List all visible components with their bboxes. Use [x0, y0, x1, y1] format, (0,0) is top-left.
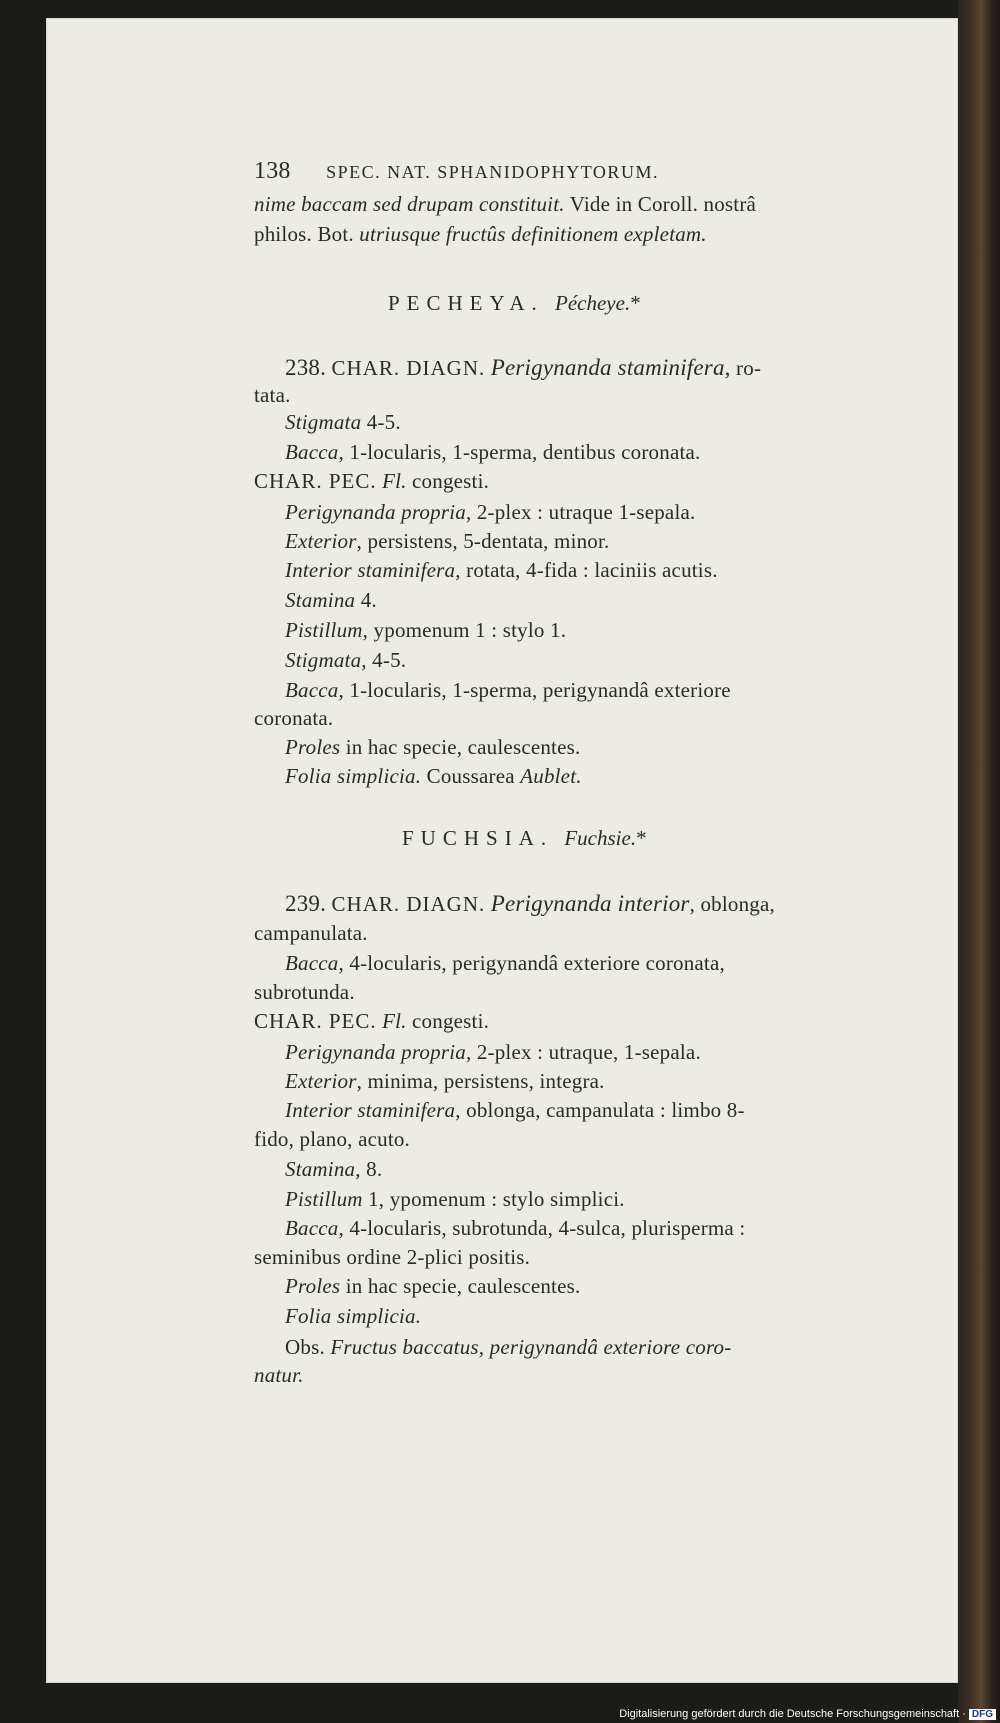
term-value: Fructus baccatus, perigynandâ exteriore coro- [324, 1335, 732, 1359]
text-line [254, 980, 355, 1005]
term-value: , 1-locularis, 1-sperma, perigynandâ exteriore [338, 678, 731, 702]
text-line [254, 706, 333, 731]
diagnosis-label: CHAR. DIAGN. [331, 892, 486, 916]
diagnosis-line [285, 891, 775, 917]
term-label: Bacca [285, 678, 339, 702]
term-value: , 4-locularis, perigynandâ exteriore coronata, [338, 951, 725, 975]
term-label: Exterior [285, 529, 357, 553]
text-line [285, 1304, 421, 1329]
term-label: Pistillum [285, 1187, 363, 1211]
term-label: Bacca [285, 440, 339, 464]
text-line [285, 588, 377, 613]
text-line [285, 1069, 605, 1094]
term-label: Fl. [382, 469, 407, 493]
term-value: , 4-5. [361, 648, 407, 672]
text-line [254, 1363, 304, 1388]
text-line [285, 529, 610, 554]
text-line [285, 1274, 580, 1299]
dfg-logo: DFG [969, 1709, 996, 1720]
intro-text-italic: utriusque fructûs definitionem expletam. [359, 222, 707, 246]
term-value: , 8. [355, 1157, 383, 1181]
text-fragment: tata. [254, 383, 291, 407]
text-line [285, 1216, 745, 1241]
term-value: 4. [355, 588, 377, 612]
genus-name: FUCHSIA. [402, 826, 554, 850]
term-label: Bacca [285, 951, 339, 975]
term-label: Folia simplicia. [285, 764, 422, 788]
term-value: , 4-locularis, subrotunda, 4-sulca, plurisperma : [338, 1216, 746, 1240]
term-value: congesti. [406, 469, 490, 493]
text-line [285, 1098, 745, 1123]
genus-heading-pecheya [388, 291, 641, 316]
text-line [285, 1335, 731, 1360]
genus-name: PECHEYA. [388, 291, 544, 315]
section-label: CHAR. PEC. [254, 469, 377, 493]
text-fragment: subrotunda. [254, 980, 355, 1004]
text-line [254, 1009, 489, 1034]
credit-text: Digitalisierung gefördert durch die Deutsche Forschungsgemeinschaft · [619, 1708, 966, 1720]
running-title: SPEC. NAT. SPHANIDOPHYTORUM. [326, 162, 659, 182]
digitization-credit [619, 1708, 996, 1720]
text-line [285, 648, 406, 673]
genus-heading-fuchsia [402, 826, 647, 851]
term-label: Perigynanda propria [285, 500, 466, 524]
book-spine [958, 0, 1000, 1723]
genus-vernacular: Fuchsie. [564, 826, 637, 850]
intro-line-2 [254, 222, 707, 247]
text-line [254, 1245, 530, 1270]
diagnosis-text: Perigynanda staminifera, [490, 355, 731, 380]
text-line [254, 1127, 410, 1152]
term-label: Interior staminifera [285, 1098, 456, 1122]
term-label: Fl. [382, 1009, 407, 1033]
intro-text: philos. Bot. [254, 222, 360, 246]
text-line [285, 410, 401, 435]
text-line [285, 558, 718, 583]
text-line [285, 1040, 701, 1065]
text-line [254, 469, 489, 494]
diagnosis-text: ro- [730, 356, 762, 380]
term-value: , 2-plex : utraque 1-sepala. [465, 500, 696, 524]
term-value: 1, ypomenum : stylo simplici. [362, 1187, 625, 1211]
text-fragment: fido, plano, acuto. [254, 1127, 411, 1151]
genus-vernacular: Pécheye. [555, 291, 631, 315]
text-line [254, 921, 368, 946]
term-label: Perigynanda propria [285, 1040, 466, 1064]
diagnosis-line [285, 355, 761, 381]
text-fragment: coronata. [254, 706, 334, 730]
term-label: Obs. [285, 1335, 325, 1359]
term-value: , minima, persistens, integra. [356, 1069, 605, 1093]
term-value: , persistens, 5-dentata, minor. [356, 529, 610, 553]
text-fragment: seminibus ordine 2-plici positis. [254, 1245, 531, 1269]
entry-number: 239. [285, 891, 327, 916]
diagnosis-label: CHAR. DIAGN. [331, 356, 486, 380]
term-value: in hac specie, caulescentes. [340, 1274, 581, 1298]
term-value: in hac specie, caulescentes. [340, 735, 581, 759]
page-number: 138 [254, 158, 291, 184]
term-label: Stamina [285, 588, 356, 612]
term-label: Folia simplicia. [285, 1304, 422, 1328]
text-fragment: campanulata. [254, 921, 368, 945]
term-label: Stigmata [285, 410, 362, 434]
term-value: Coussarea [421, 764, 521, 788]
term-value: 4-5. [361, 410, 401, 434]
asterisk-mark: * [636, 826, 647, 850]
term-value: , rotata, 4-fida : laciniis acutis. [455, 558, 718, 582]
intro-text: Vide in Coroll. nostrâ [564, 192, 757, 216]
term-label: Bacca [285, 1216, 339, 1240]
intro-text-italic: nime baccam sed drupam constituit. [254, 192, 565, 216]
term-label: Pistillum [285, 618, 363, 642]
text-line [285, 440, 700, 465]
term-value: , 1-locularis, 1-sperma, dentibus coronata. [338, 440, 701, 464]
intro-line-1 [254, 192, 756, 217]
term-label: Exterior [285, 1069, 357, 1093]
term-label: Interior staminifera [285, 558, 456, 582]
term-value: , oblonga, campanulata : limbo 8- [455, 1098, 745, 1122]
author-name: Aublet. [520, 764, 582, 788]
section-label: CHAR. PEC. [254, 1009, 377, 1033]
text-line [285, 678, 731, 703]
text-line [285, 764, 582, 789]
text-line [285, 1157, 382, 1182]
diagnosis-text: Perigynanda interior [490, 891, 690, 916]
text-line [285, 618, 566, 643]
term-label: Proles [285, 735, 341, 759]
entry-number: 238. [285, 355, 327, 380]
text-line [285, 1187, 625, 1212]
term-label: Proles [285, 1274, 341, 1298]
text-fragment: natur. [254, 1363, 304, 1387]
term-value: congesti. [406, 1009, 490, 1033]
text-line [285, 735, 580, 760]
diagnosis-text: , oblonga, [689, 892, 775, 916]
term-value: , 2-plex : utraque, 1-sepala. [465, 1040, 701, 1064]
text-line [285, 951, 725, 976]
term-value: , ypomenum 1 : stylo 1. [362, 618, 567, 642]
asterisk-mark: * [630, 291, 641, 315]
term-label: Stamina [285, 1157, 356, 1181]
running-header [254, 158, 659, 185]
text-line [254, 383, 291, 408]
text-line [285, 500, 695, 525]
term-label: Stigmata [285, 648, 362, 672]
